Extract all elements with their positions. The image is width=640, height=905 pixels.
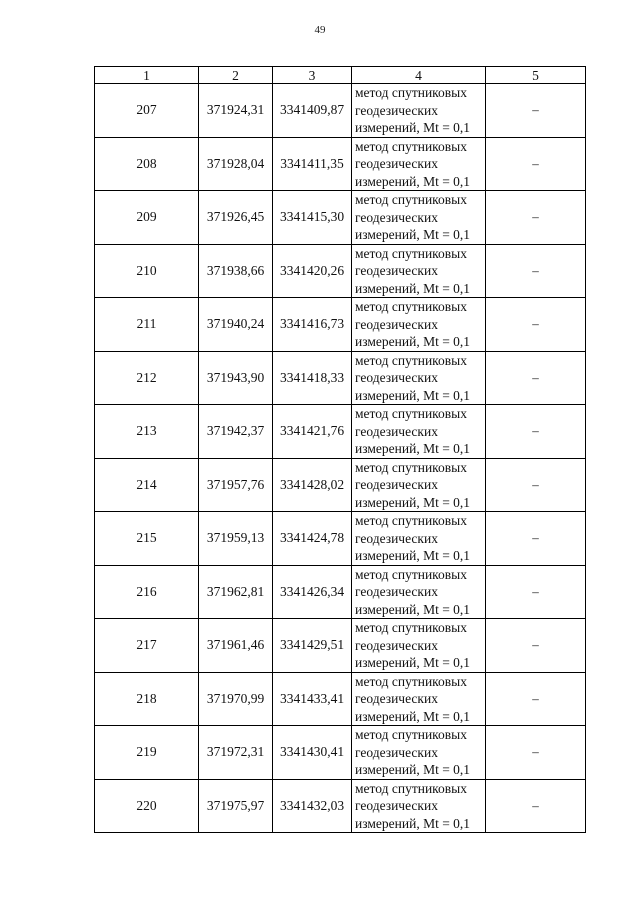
point-number-cell: 207 [95,84,199,138]
note-cell: – [486,726,586,780]
coordinates-table [94,66,586,833]
method-cell [352,672,486,726]
method-text-line: метод спутниковых [355,245,467,261]
method-text-line: метод спутниковых [355,566,467,582]
method-cell [352,84,486,138]
method-text-line: метод спутниковых [355,406,467,421]
method-text-line: измерений, Mt = 0,1 [355,815,471,831]
table-row [95,405,586,459]
y-coordinate-cell: 3341432,03 [273,779,352,833]
method-text-line: геодезических [355,637,438,653]
method-cell [352,351,486,405]
note-cell: – [486,244,586,298]
point-number-cell: 215 [95,512,199,566]
point-number-cell: 218 [95,672,199,726]
method-text-line: геодезических [355,370,438,385]
point-number-cell: 217 [95,619,199,673]
x-coordinate-cell: 371959,13 [199,512,273,566]
table-row [95,672,586,726]
method-text-line: геодезических [355,423,438,439]
point-number-cell: 209 [95,191,199,245]
method-text-line: измерений, Mt = 0,1 [355,120,471,135]
table-row [95,84,586,138]
table-row [95,351,586,405]
header-row [95,67,586,84]
method-text-line: метод спутниковых [355,673,467,689]
y-coordinate-cell: 3341418,33 [273,351,352,405]
method-text-line: геодезических [355,316,438,332]
column-header-4: 4 [352,67,486,84]
y-coordinate-cell: 3341415,30 [273,191,352,245]
y-coordinate-cell: 3341433,41 [273,672,352,726]
x-coordinate-cell: 371924,31 [199,84,273,138]
table-row [95,565,586,619]
point-number-cell: 220 [95,779,199,833]
method-text-line: геодезических [355,102,438,118]
method-text-line: метод спутниковых [355,299,467,314]
table-row [95,512,586,566]
method-text-line: геодезических [355,744,438,760]
method-text-line: геодезических [355,798,438,813]
method-cell [352,298,486,352]
point-number-cell: 212 [95,351,199,405]
point-number-cell: 219 [95,726,199,780]
note-cell: – [486,512,586,566]
method-cell [352,137,486,191]
x-coordinate-cell: 371943,90 [199,351,273,405]
method-cell [352,726,486,780]
note-cell: – [486,565,586,619]
method-text-line: геодезических [355,209,438,225]
column-header-1: 1 [95,67,199,84]
note-cell: – [486,137,586,191]
note-cell: – [486,351,586,405]
method-text-line: измерений, Mt = 0,1 [355,441,471,456]
method-cell [352,565,486,619]
note-cell: – [486,191,586,245]
method-text-line: измерений, Mt = 0,1 [355,334,471,349]
method-text-line: измерений, Mt = 0,1 [355,655,471,670]
method-cell [352,619,486,673]
method-cell [352,458,486,512]
x-coordinate-cell: 371975,97 [199,779,273,833]
table-row [95,779,586,833]
note-cell: – [486,779,586,833]
y-coordinate-cell: 3341411,35 [273,137,352,191]
column-header-3: 3 [273,67,352,84]
column-header-2: 2 [199,67,273,84]
table-row [95,726,586,780]
method-cell [352,244,486,298]
method-text-line: геодезических [355,477,438,492]
table-row [95,137,586,191]
note-cell: – [486,458,586,512]
x-coordinate-cell: 371972,31 [199,726,273,780]
note-cell: – [486,298,586,352]
table-row [95,298,586,352]
y-coordinate-cell: 3341428,02 [273,458,352,512]
table-row [95,458,586,512]
method-cell [352,512,486,566]
method-cell [352,405,486,459]
y-coordinate-cell: 3341409,87 [273,84,352,138]
method-text-line: измерений, Mt = 0,1 [355,762,471,777]
point-number-cell: 214 [95,458,199,512]
method-text-line: метод спутниковых [355,780,467,796]
point-number-cell: 211 [95,298,199,352]
point-number-cell: 210 [95,244,199,298]
y-coordinate-cell: 3341430,41 [273,726,352,780]
table-body [95,84,586,833]
x-coordinate-cell: 371962,81 [199,565,273,619]
method-text-line: метод спутниковых [355,85,467,100]
method-text-line: геодезических [355,156,438,171]
table-header [95,67,586,84]
method-text-line: измерений, Mt = 0,1 [355,494,471,510]
method-text-line: геодезических [355,263,438,278]
y-coordinate-cell: 3341429,51 [273,619,352,673]
method-text-line: измерений, Mt = 0,1 [355,601,471,617]
method-text-line: метод спутниковых [355,459,467,475]
column-header-5: 5 [486,67,586,84]
method-text-line: геодезических [355,691,438,706]
method-text-line: метод спутниковых [355,352,467,368]
x-coordinate-cell: 371938,66 [199,244,273,298]
x-coordinate-cell: 371957,76 [199,458,273,512]
x-coordinate-cell: 371942,37 [199,405,273,459]
method-text-line: измерений, Mt = 0,1 [355,280,471,296]
table-row [95,619,586,673]
point-number-cell: 208 [95,137,199,191]
method-text-line: измерений, Mt = 0,1 [355,227,471,242]
x-coordinate-cell: 371940,24 [199,298,273,352]
method-text-line: геодезических [355,584,438,599]
point-number-cell: 216 [95,565,199,619]
method-cell [352,191,486,245]
method-text-line: метод спутниковых [355,513,467,528]
table-row [95,191,586,245]
note-cell: – [486,619,586,673]
x-coordinate-cell: 371928,04 [199,137,273,191]
method-text-line: метод спутниковых [355,727,467,742]
y-coordinate-cell: 3341424,78 [273,512,352,566]
page-number: 49 [314,24,326,36]
x-coordinate-cell: 371961,46 [199,619,273,673]
table-row [95,244,586,298]
method-text-line: измерений, Mt = 0,1 [355,708,471,724]
point-number-cell: 213 [95,405,199,459]
x-coordinate-cell: 371926,45 [199,191,273,245]
x-coordinate-cell: 371970,99 [199,672,273,726]
method-text-line: измерений, Mt = 0,1 [355,548,471,563]
method-cell [352,779,486,833]
note-cell: – [486,84,586,138]
y-coordinate-cell: 3341421,76 [273,405,352,459]
method-text-line: измерений, Mt = 0,1 [355,387,471,403]
method-text-line: метод спутниковых [355,138,467,154]
note-cell: – [486,405,586,459]
note-cell: – [486,672,586,726]
y-coordinate-cell: 3341416,73 [273,298,352,352]
method-text-line: геодезических [355,530,438,546]
method-text-line: метод спутниковых [355,192,467,207]
y-coordinate-cell: 3341426,34 [273,565,352,619]
method-text-line: метод спутниковых [355,620,467,635]
method-text-line: измерений, Mt = 0,1 [355,173,471,189]
y-coordinate-cell: 3341420,26 [273,244,352,298]
